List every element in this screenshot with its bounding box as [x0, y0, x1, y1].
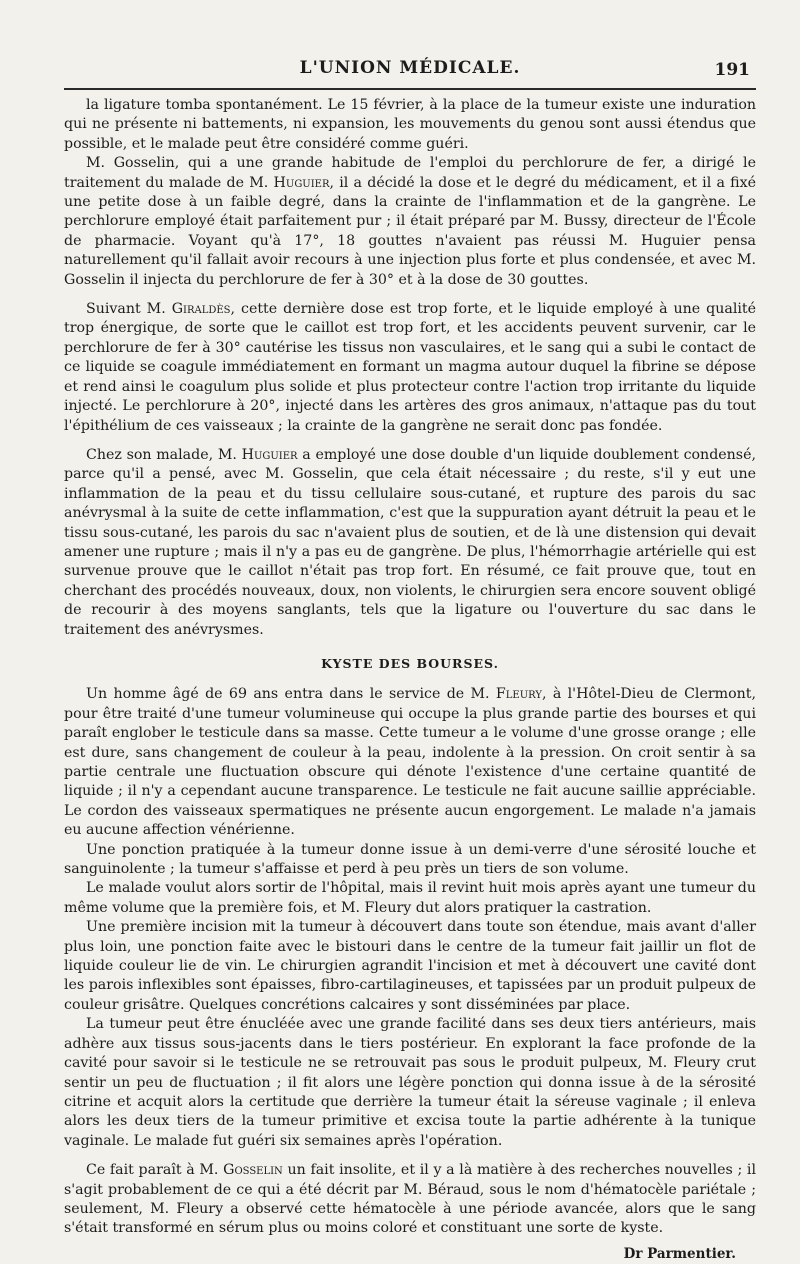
text-run: Le malade voulut alors sortir de l'hôpital, mais il revint huit mois après ayant une tumeur du même volume que la première fois, et M. Fleury dut alors pratiquer la castration.: [64, 880, 756, 916]
paragraph-group-b: [64, 685, 756, 1238]
paragraph-group-a: [64, 96, 756, 640]
paragraph: [64, 300, 756, 436]
paragraph: [64, 685, 756, 840]
page-header: [64, 54, 756, 90]
paragraph: [64, 841, 756, 880]
text-run: , il a décidé la dose et le degré du médicament, et il a fixé une petite dose à un faible degré, dans la crainte de l'inflammation et de la gangrène. Le perchlorure employé était parfaitement pur ; il était préparé par M. Bussy, directeur de l'École de pharmacie. Voyant qu'à 17°, 18 gouttes n'avaient pas réussi M. Huguier pensa naturellement qu'il fallait avoir recours à une injection plus forte et plus condensée, et avec M. Gosselin il injecta du perchlorure de fer à 30° et à la dose de 30 gouttes.: [64, 174, 756, 288]
text-run: Un homme âgé de 69 ans entra dans le service de M.: [86, 686, 496, 703]
text-run: , cette dernière dose est trop forte, et le liquide employé à une qualité trop énergique, de sorte que le caillot est trop fort, et les accidents peuvent survenir, car le perchlorure de fer à 30° cautérise les tissus non vasculaires, et le sang qui a subi le contact de ce liquide se coagule immédiatement en formant un magma autour duquel la fibrine se dépose et rend ainsi le coagulum plus solide et plus protecteur contre l'action trop irritante du liquide injecté. Le perchlorure à 20°, injecté dans les artères des gros animaux, n'attaque pas du tout l'épithélium de ces vaisseaux ; la crainte de la gangrène ne serait donc pas fondée.: [64, 301, 756, 434]
text-run: Ce fait paraît à M.: [86, 1162, 224, 1179]
author-name: Huguier: [241, 446, 298, 463]
paragraph: [64, 446, 756, 640]
author-name: Huguier: [273, 174, 330, 191]
paragraph: [64, 918, 756, 1015]
paragraph: [64, 879, 756, 918]
author-name: Gosselin: [223, 1162, 283, 1179]
paragraph: [64, 154, 756, 290]
page-number: 191: [714, 60, 750, 80]
text-run: Une première incision mit la tumeur à découvert dans toute son étendue, mais avant d'aller plus loin, une ponction faite avec le bistouri dans le centre de la tumeur fait jaillir un flot de liquide couleur lie de vin. Le chirurgien agrandit l'incision et met à découvert une cavité dont les parois inflexibles sont épaisses, fibro-cartilagineuses, et tapissées par un produit pulpeux de couleur grisâtre. Quelques concrétions calcaires y sont disséminées par place.: [64, 919, 756, 1013]
section-title: KYSTE DES BOURSES.: [321, 655, 499, 671]
text-run: M. Gosselin, qui a une grande habitude de l'emploi du perchlorure de fer, a dirigé le traitement du malade de M.: [64, 155, 756, 191]
text-run: a employé une dose double d'un liquide doublement condensé, parce qu'il a pensé, avec M. Gosselin, que cela était nécessaire ; du reste, s'il y eut une inflammation de la peau et du tissu cellulaire sous-cutané, et rupture des parois du sac anévrysmal à la suite de cette inflammation, c'est que la suppuration ayant détruit la peau et le tissu sous-cutané, les parois du sac n'avaient plus de soutien, et de là une distension qui devait amener une rupture ; mais il n'y a pas eu de gangrène. De plus, l'hémorrhagie artérielle qui est survenue prouve que le caillot n'était pas trop fort. En résumé, ce fait prouve que, tout en cherchant des procédés nouveaux, doux, non violents, le chirurgien sera encore souvent obligé de recourir à des moyens sanglants, tels que la ligature ou l'ouverture du sac dans le traitement des anévrysmes.: [64, 446, 756, 638]
signature: Dr Parmentier.: [623, 1245, 736, 1262]
paragraph: [64, 96, 756, 154]
text-run: Suivant M.: [86, 301, 172, 318]
article-body: [64, 96, 756, 1264]
author-name: Giraldès: [171, 301, 231, 318]
running-title: L'UNION MÉDICALE.: [299, 58, 521, 78]
text-run: Une ponction pratiquée à la tumeur donne issue à un demi-verre d'une sérosité louche et sanguinolente ; la tumeur s'affaisse et perd à peu près un tiers de son volume.: [64, 841, 756, 878]
text-run: , à l'Hôtel-Dieu de Clermont, pour être traité d'une tumeur volumineuse qui occupe la plus grande partie des bourses et qui paraît englober le testicule dans sa masse. Cette tumeur a le volume d'une grosse orange ; elle est dure, sans changement de couleur à la peau, indolente à la pression. On croit sentir à sa partie centrale une fluctuation obscure qui dénote l'existence d'une certaine quantité de liquide ; il n'y a cependant aucune transparence. Le testicule ne fait aucune saillie appréciable. Le cordon des vaisseaux spermatiques ne présente aucun engorgement. Le malade n'a jamais eu aucune affection vénérienne.: [64, 686, 756, 839]
text-run: Chez son malade, M.: [86, 446, 242, 463]
author-name: Fleury: [495, 686, 542, 703]
text-run: la ligature tomba spontanément. Le 15 février, à la place de la tumeur existe une induration qui ne présente ni battements, ni expansion, les mouvements du genou sont aussi étendus que possible, et le malade peut être considéré comme guéri.: [64, 97, 756, 152]
text-run: La tumeur peut être énucléée avec une grande facilité dans ses deux tiers antérieurs, mais adhère aux tissus sous-jacents dans le tiers postérieur. En explorant la face profonde de la cavité pour savoir si le testicule ne se retrouvait pas sous le produit pulpeux, M. Fleury crut sentir un peu de fluctuation ; il fit alors une légère ponction qui donna issue à de la sérosité citrine et acquit alors la certitude que derrière la tumeur était la séreuse vaginale ; il enleva alors les deux tiers de la tumeur primitive et excisa toute la partie adhérente à la tunique vaginale. Le malade fut guéri six semaines après l'opération.: [64, 1016, 756, 1149]
paragraph: [64, 1015, 756, 1151]
paragraph: [64, 1161, 756, 1239]
text-run: un fait insolite, et il y a là matière à des recherches nouvelles ; il s'agit probablement de ce qui a été décrit par M. Béraud, sous le nom d'hématocèle pariétale ; seulement, M. Fleury a observé cette hématocèle à une période avancée, alors que le sang s'était transformé en sérum plus ou moins coloré et constituant une sorte de kyste.: [64, 1162, 756, 1237]
